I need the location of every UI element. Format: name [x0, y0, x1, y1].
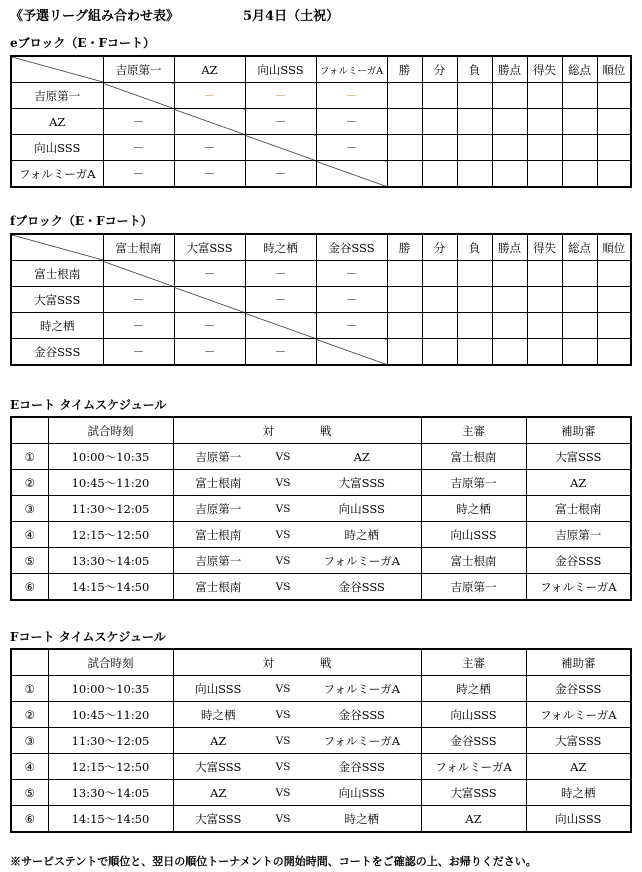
stat-cell [597, 83, 631, 109]
match-number: ⑤ [11, 780, 48, 806]
result-cell: － [103, 161, 174, 188]
match-number: ⑤ [11, 548, 48, 574]
assistant-referee: 大富SSS [526, 728, 631, 754]
team-row [11, 135, 631, 161]
stat-cell [562, 339, 597, 366]
away-team: AZ [303, 444, 421, 470]
schedule-e-label: Eコート タイムスケジュール [10, 398, 167, 412]
stat-cell [562, 261, 597, 287]
home-team: 富士根南 [173, 522, 263, 548]
match-number: ③ [11, 728, 48, 754]
assistant-referee: フォルミーガA [526, 702, 631, 728]
schedule-f-table [10, 648, 632, 833]
team-column-header: 富士根南 [103, 234, 174, 261]
match-number: ② [11, 470, 48, 496]
vs-label: VS [263, 676, 303, 702]
number-header [11, 649, 48, 676]
result-cell: － [245, 109, 316, 135]
stat-cell [527, 83, 562, 109]
vs-label: VS [263, 548, 303, 574]
stat-cell [492, 313, 527, 339]
home-team: AZ [173, 780, 263, 806]
block-f-table [10, 233, 632, 366]
match-number: ④ [11, 522, 48, 548]
assistant-referee: 金谷SSS [526, 676, 631, 702]
referee: 富士根南 [421, 444, 526, 470]
away-team: 時之栖 [303, 806, 421, 833]
block-e-table [10, 55, 632, 188]
stat-cell [457, 339, 492, 366]
assistant-header: 補助審 [526, 417, 631, 444]
stat-cell [457, 313, 492, 339]
match-number: ② [11, 702, 48, 728]
time-header: 試合時刻 [48, 649, 173, 676]
team-row [11, 109, 631, 135]
result-cell: － [316, 313, 387, 339]
schedule-row [11, 754, 631, 780]
referee: 大富SSS [421, 780, 526, 806]
referee: 吉原第一 [421, 574, 526, 601]
stat-cell [527, 135, 562, 161]
team-row-header: フォルミーガA [11, 161, 103, 188]
referee: AZ [421, 806, 526, 833]
schedule-header-row [11, 417, 631, 444]
stat-cell [422, 287, 457, 313]
match-time: 13:30～14:05 [48, 780, 173, 806]
stat-column-header: 負 [457, 234, 492, 261]
match-time: 10:45～11:20 [48, 702, 173, 728]
match-time: 14:15～14:50 [48, 806, 173, 833]
stat-cell [422, 339, 457, 366]
away-team: 大富SSS [303, 470, 421, 496]
stat-column-header: 順位 [597, 56, 631, 83]
stat-cell [527, 339, 562, 366]
home-team: 向山SSS [173, 676, 263, 702]
result-cell: － [245, 287, 316, 313]
result-cell: － [174, 339, 245, 366]
stat-column-header: 勝点 [492, 234, 527, 261]
vs-label: VS [263, 496, 303, 522]
team-row-header: 富士根南 [11, 261, 103, 287]
match-header-right: 戦 [320, 423, 332, 438]
home-team: 富士根南 [173, 470, 263, 496]
stat-cell [527, 313, 562, 339]
stat-cell [562, 109, 597, 135]
stat-cell [457, 161, 492, 188]
vs-label: VS [263, 806, 303, 833]
match-number: ① [11, 444, 48, 470]
assistant-referee: フォルミーガA [526, 574, 631, 601]
team-row-header: 向山SSS [11, 135, 103, 161]
match-time: 11:30～12:05 [48, 496, 173, 522]
stat-column-header: 得失 [527, 56, 562, 83]
result-cell: － [174, 313, 245, 339]
team-row-header: 吉原第一 [11, 83, 103, 109]
schedule-row [11, 574, 631, 601]
stat-column-header: 分 [422, 56, 457, 83]
match-number: ⑥ [11, 806, 48, 833]
assistant-referee: 金谷SSS [526, 548, 631, 574]
match-time: 11:30～12:05 [48, 728, 173, 754]
stat-cell [387, 287, 422, 313]
away-team: 金谷SSS [303, 574, 421, 601]
result-cell: － [174, 135, 245, 161]
away-team: フォルミーガA [303, 728, 421, 754]
home-team: 吉原第一 [173, 548, 263, 574]
stat-cell [597, 313, 631, 339]
stat-cell [597, 161, 631, 188]
team-row [11, 339, 631, 366]
schedule-row [11, 548, 631, 574]
match-number: ⑥ [11, 574, 48, 601]
stat-cell [387, 161, 422, 188]
match-time: 14:15～14:50 [48, 574, 173, 601]
stat-cell [422, 313, 457, 339]
referee: 金谷SSS [421, 728, 526, 754]
event-date: 5月4日（土祝） [243, 9, 340, 24]
referee: 時之栖 [421, 496, 526, 522]
page-title: 《予選リーグ組み合わせ表》 [10, 9, 180, 24]
assistant-referee: 向山SSS [526, 806, 631, 833]
stat-cell [387, 83, 422, 109]
away-team: 向山SSS [303, 496, 421, 522]
match-time: 10:00～10:35 [48, 676, 173, 702]
stat-cell [562, 161, 597, 188]
match-number: ① [11, 676, 48, 702]
block-e-label: eブロック（E・Fコート） [10, 36, 156, 50]
result-cell: － [316, 287, 387, 313]
schedule-e-table [10, 416, 632, 601]
schedule-row [11, 522, 631, 548]
stat-cell [492, 135, 527, 161]
home-team: 吉原第一 [173, 496, 263, 522]
result-cell: － [174, 83, 245, 109]
result-cell: － [174, 261, 245, 287]
grid-header-row [11, 56, 631, 83]
vs-label: VS [263, 470, 303, 496]
team-row-header: 大富SSS [11, 287, 103, 313]
referee-header: 主審 [421, 417, 526, 444]
team-column-header: 吉原第一 [103, 56, 174, 83]
home-team: 大富SSS [173, 806, 263, 833]
assistant-referee: 富士根南 [526, 496, 631, 522]
schedule-row [11, 806, 631, 833]
away-team: 金谷SSS [303, 702, 421, 728]
referee: 富士根南 [421, 548, 526, 574]
result-cell: － [245, 261, 316, 287]
stat-cell [562, 287, 597, 313]
referee: 吉原第一 [421, 470, 526, 496]
stat-cell [597, 287, 631, 313]
stat-cell [527, 287, 562, 313]
away-team: フォルミーガA [303, 548, 421, 574]
self-match-cell [316, 339, 387, 366]
stat-cell [527, 161, 562, 188]
match-number: ④ [11, 754, 48, 780]
stat-cell [562, 83, 597, 109]
stat-cell [457, 261, 492, 287]
corner-diagonal-cell [11, 56, 103, 83]
stat-column-header: 順位 [597, 234, 631, 261]
match-time: 12:15～12:50 [48, 754, 173, 780]
team-column-header: 向山SSS [245, 56, 316, 83]
schedule-row [11, 728, 631, 754]
stat-cell [387, 313, 422, 339]
home-team: 時之栖 [173, 702, 263, 728]
home-team: 吉原第一 [173, 444, 263, 470]
stat-column-header: 負 [457, 56, 492, 83]
team-row [11, 287, 631, 313]
match-header [173, 417, 421, 444]
team-column-header: 大富SSS [174, 234, 245, 261]
referee: フォルミーガA [421, 754, 526, 780]
stat-column-header: 総点 [562, 234, 597, 261]
stat-cell [562, 313, 597, 339]
self-match-cell [174, 109, 245, 135]
result-cell: － [103, 135, 174, 161]
grid-header-row [11, 234, 631, 261]
match-header [173, 649, 421, 676]
self-match-cell [103, 261, 174, 287]
team-row-header: 時之栖 [11, 313, 103, 339]
schedule-row [11, 496, 631, 522]
stat-cell [422, 261, 457, 287]
stat-cell [492, 261, 527, 287]
result-cell: － [103, 287, 174, 313]
stat-cell [387, 109, 422, 135]
schedule-row [11, 780, 631, 806]
vs-label: VS [263, 444, 303, 470]
result-cell: － [103, 313, 174, 339]
stat-cell [422, 109, 457, 135]
result-cell: － [103, 339, 174, 366]
assistant-referee: AZ [526, 470, 631, 496]
result-cell: － [316, 83, 387, 109]
stat-cell [527, 261, 562, 287]
match-time: 10:45～11:20 [48, 470, 173, 496]
team-row [11, 161, 631, 188]
vs-label: VS [263, 728, 303, 754]
result-cell: － [245, 339, 316, 366]
stat-cell [422, 161, 457, 188]
team-column-header: AZ [174, 56, 245, 83]
result-cell: － [316, 135, 387, 161]
home-team: 大富SSS [173, 754, 263, 780]
stat-cell [597, 261, 631, 287]
stat-cell [457, 109, 492, 135]
stat-cell [492, 287, 527, 313]
team-row-header: 金谷SSS [11, 339, 103, 366]
stat-column-header: 分 [422, 234, 457, 261]
stat-cell [387, 135, 422, 161]
stat-column-header: 勝 [387, 56, 422, 83]
self-match-cell [174, 287, 245, 313]
team-column-header: 金谷SSS [316, 234, 387, 261]
result-cell: － [245, 161, 316, 188]
stat-cell [492, 161, 527, 188]
match-header-left: 対 [262, 655, 274, 670]
home-team: 富士根南 [173, 574, 263, 601]
schedule-header-row [11, 649, 631, 676]
stat-cell [457, 83, 492, 109]
result-cell: － [174, 161, 245, 188]
match-header-right: 戦 [320, 655, 332, 670]
corner-diagonal-cell [11, 234, 103, 261]
number-header [11, 417, 48, 444]
away-team: 時之栖 [303, 522, 421, 548]
vs-label: VS [263, 702, 303, 728]
stat-cell [597, 109, 631, 135]
team-row [11, 83, 631, 109]
assistant-referee: 吉原第一 [526, 522, 631, 548]
schedule-row [11, 470, 631, 496]
assistant-header: 補助審 [526, 649, 631, 676]
self-match-cell [245, 135, 316, 161]
stat-cell [597, 339, 631, 366]
away-team: フォルミーガA [303, 676, 421, 702]
stat-cell [527, 109, 562, 135]
match-number: ③ [11, 496, 48, 522]
vs-label: VS [263, 754, 303, 780]
block-f-label: fブロック（E・Fコート） [10, 214, 153, 228]
match-time: 10:00～10:35 [48, 444, 173, 470]
stat-column-header: 総点 [562, 56, 597, 83]
stat-column-header: 勝 [387, 234, 422, 261]
result-cell: － [316, 109, 387, 135]
schedule-f-label: Fコート タイムスケジュール [10, 630, 166, 644]
schedule-row [11, 702, 631, 728]
stat-cell [492, 83, 527, 109]
match-time: 13:30～14:05 [48, 548, 173, 574]
time-header: 試合時刻 [48, 417, 173, 444]
away-team: 向山SSS [303, 780, 421, 806]
stat-cell [457, 135, 492, 161]
team-column-header: フォルミーガA [316, 56, 387, 83]
assistant-referee: 大富SSS [526, 444, 631, 470]
self-match-cell [316, 161, 387, 188]
vs-label: VS [263, 780, 303, 806]
stat-cell [492, 339, 527, 366]
referee: 時之栖 [421, 676, 526, 702]
team-row [11, 313, 631, 339]
stat-cell [387, 339, 422, 366]
result-cell: － [245, 83, 316, 109]
self-match-cell [103, 83, 174, 109]
match-time: 12:15～12:50 [48, 522, 173, 548]
stat-column-header: 得失 [527, 234, 562, 261]
stat-cell [422, 135, 457, 161]
result-cell: － [103, 109, 174, 135]
vs-label: VS [263, 574, 303, 601]
schedule-row [11, 444, 631, 470]
stat-cell [457, 287, 492, 313]
stat-cell [562, 135, 597, 161]
self-match-cell [245, 313, 316, 339]
footer-note: ※サービステントで順位と、翌日の順位トーナメントの開始時間、コートをご確認の上、お帰りください。 [10, 855, 537, 868]
assistant-referee: AZ [526, 754, 631, 780]
team-row-header: AZ [11, 109, 103, 135]
referee: 向山SSS [421, 522, 526, 548]
team-row [11, 261, 631, 287]
home-team: AZ [173, 728, 263, 754]
stat-cell [492, 109, 527, 135]
stat-cell [422, 83, 457, 109]
stat-cell [597, 135, 631, 161]
result-cell: － [316, 261, 387, 287]
referee-header: 主審 [421, 649, 526, 676]
match-header-left: 対 [262, 423, 274, 438]
stat-column-header: 勝点 [492, 56, 527, 83]
referee: 向山SSS [421, 702, 526, 728]
away-team: 金谷SSS [303, 754, 421, 780]
schedule-row [11, 676, 631, 702]
team-column-header: 時之栖 [245, 234, 316, 261]
stat-cell [387, 261, 422, 287]
vs-label: VS [263, 522, 303, 548]
assistant-referee: 時之栖 [526, 780, 631, 806]
